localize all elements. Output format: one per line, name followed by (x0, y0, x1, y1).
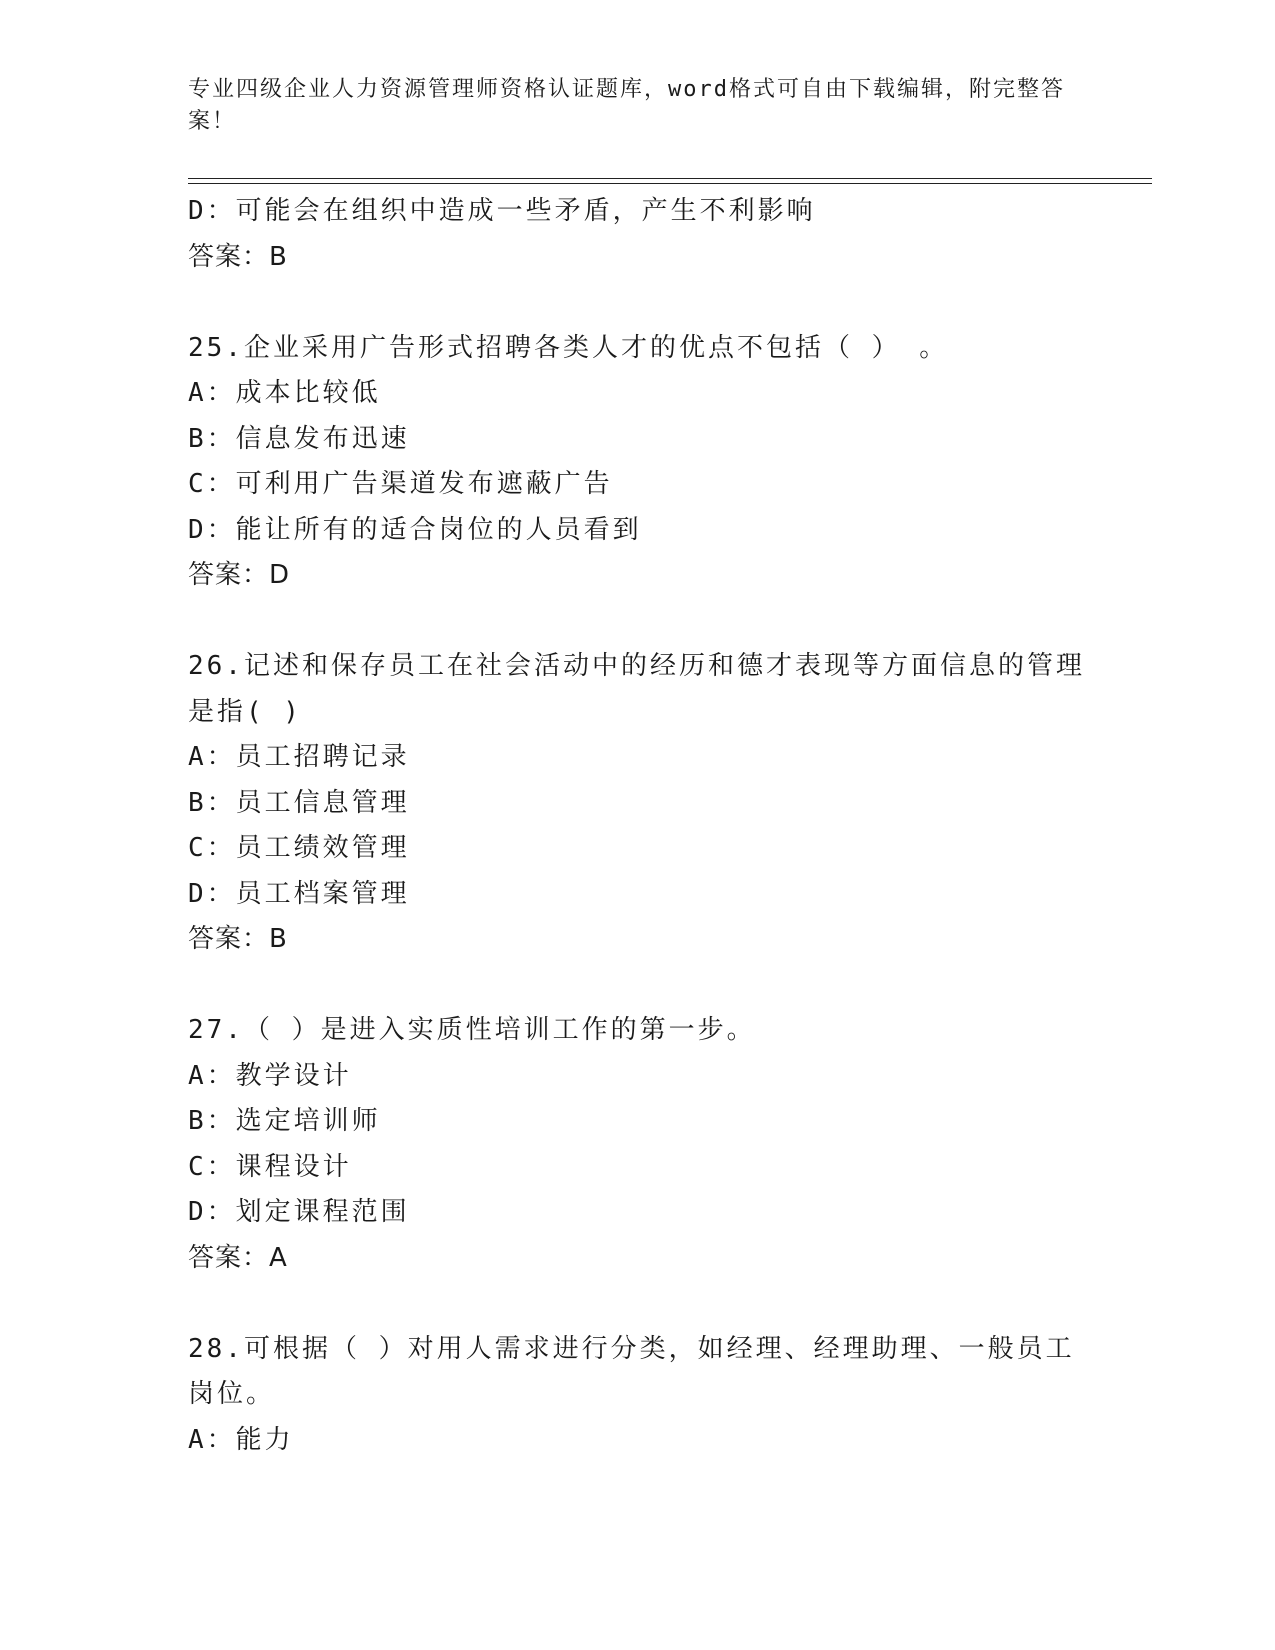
answer-line: 答案：B (188, 924, 288, 954)
question-28 (188, 1327, 1088, 1464)
question-stem: 25.企业采用广告形式招聘各类人才的优点不包括（ ） 。 (188, 332, 949, 363)
option-c: C：课程设计 (188, 1151, 352, 1182)
option-a: A：员工招聘记录 (188, 742, 410, 772)
header-rule-bottom (188, 183, 1152, 184)
answer-line: 答案：B (188, 241, 288, 272)
option-a: A：教学设计 (188, 1060, 352, 1091)
option-b: B：员工信息管理 (188, 787, 410, 818)
option-d: D：员工档案管理 (188, 878, 410, 909)
option-b: B：选定培训师 (188, 1106, 381, 1136)
page-header: 专业四级企业人力资源管理师资格认证题库，word格式可自由下载编辑，附完整答案！ (188, 77, 1065, 134)
question-26 (188, 644, 1088, 963)
option-c: C：员工绩效管理 (188, 833, 410, 863)
question-stem: 26.记述和保存员工在社会活动中的经历和德才表现等方面信息的管理是指( ) (188, 651, 1085, 727)
question-stem: 27.（ ）是进入实质性培训工作的第一步。 (188, 1015, 756, 1045)
option-a: A：能力 (188, 1424, 294, 1455)
option-d: D：可能会在组织中造成一些矛盾，产生不利影响 (188, 196, 816, 226)
question-stem: 28.可根据（ ）对用人需求进行分类，如经理、经理助理、一般员工岗位。 (188, 1333, 1075, 1409)
option-a: A：成本比较低 (188, 378, 381, 408)
option-d: D：能让所有的适合岗位的人员看到 (188, 514, 642, 545)
header-rule-top (188, 178, 1152, 179)
option-d: D：划定课程范围 (188, 1197, 410, 1227)
option-c: C：可利用广告渠道发布遮蔽广告 (188, 469, 613, 499)
option-b: B：信息发布迅速 (188, 423, 410, 454)
question-27 (188, 1008, 1088, 1281)
answer-line: 答案：A (188, 1242, 288, 1273)
question-content (188, 189, 1088, 1463)
answer-line: 答案：D (188, 560, 291, 590)
question-25 (188, 326, 1088, 599)
